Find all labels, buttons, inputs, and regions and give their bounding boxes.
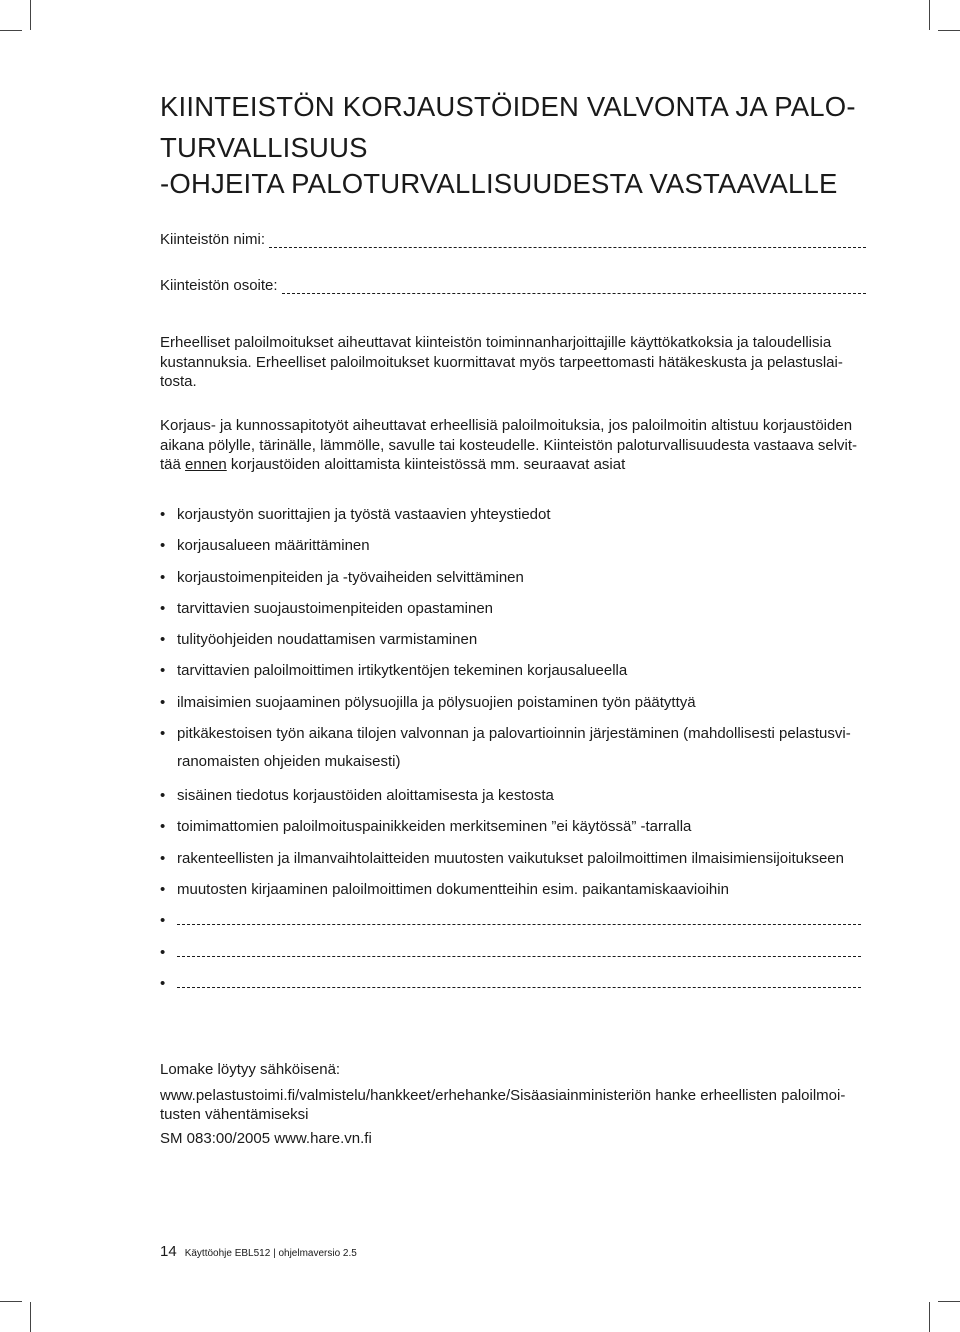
- manual-version: Käyttöohje EBL512 | ohjelmaversio 2.5: [184, 1248, 357, 1259]
- checklist-item: [160, 879, 870, 910]
- checklist-item: [160, 816, 870, 847]
- checklist-text: pitkäkestoisen työn aikana tilojen valvonnan ja palovartioinnin järjestäminen (mahdollisesti pelastusvi-: [177, 725, 851, 743]
- bullet-icon: •: [160, 631, 166, 649]
- crop-mark: [30, 1302, 31, 1332]
- bullet-icon: •: [160, 693, 166, 711]
- bullet-icon: •: [160, 725, 166, 743]
- checklist-text: korjaustyön suorittajien ja työstä vastaavien yhteystiedot: [177, 506, 551, 523]
- property-name-field[interactable]: [160, 226, 866, 248]
- blank-entry-line[interactable]: [177, 910, 861, 925]
- bullet-icon: •: [160, 599, 166, 617]
- property-address-line[interactable]: [282, 281, 866, 294]
- bullet-icon: •: [160, 943, 166, 961]
- crop-mark: [938, 30, 960, 31]
- bullet-icon: •: [160, 506, 166, 523]
- checklist-text: sisäinen tiedotus korjaustöiden aloittamisesta ja kestosta: [177, 787, 554, 805]
- checklist-item: [160, 629, 870, 660]
- bullet-icon: •: [160, 568, 166, 586]
- repair-line: Korjaus- ja kunnossapitotyöt aiheuttavat erheellisiä paloilmoituksia, jos paloilmoitin altistuu korjaustöiden: [160, 417, 853, 434]
- online-form-url-continued[interactable]: tusten vähentämiseksi: [160, 1106, 309, 1123]
- blank-entry-line[interactable]: [177, 973, 861, 988]
- bullet-icon: •: [160, 818, 166, 836]
- bullet-icon: •: [160, 787, 166, 805]
- checklist-item: [160, 723, 870, 785]
- title-line: KIINTEISTÖN KORJAUSTÖIDEN VALVONTA JA PALO-: [160, 91, 856, 122]
- checklist-item: [160, 692, 870, 723]
- blank-entry-line[interactable]: [177, 942, 861, 957]
- page-footer: [160, 1243, 357, 1260]
- repair-paragraph: [160, 416, 860, 475]
- checklist-text-continued: ranomaisten ohjeiden mukaisesti): [177, 753, 401, 771]
- checklist-blank-item[interactable]: [160, 942, 870, 973]
- reference-line: SM 083:00/2005 www.hare.vn.fi: [160, 1129, 372, 1147]
- bullet-icon: •: [160, 912, 166, 930]
- checklist-item: [160, 504, 870, 535]
- checklist-text: toimimattomien paloilmoituspainikkeiden merkitseminen ”ei käytössä” -tarralla: [177, 818, 692, 836]
- checklist: [160, 504, 870, 1004]
- intro-line: kustannuksia. Erheelliset paloilmoitukset kuormittavat myös tarpeettomasti hätäkeskusta ja pelastuslai-: [160, 353, 843, 371]
- checklist-text: tulityöohjeiden noudattamisen varmistaminen: [177, 631, 478, 649]
- title-line: TURVALLISUUS: [160, 132, 368, 163]
- checklist-blank-item[interactable]: [160, 973, 870, 1004]
- bullet-icon: •: [160, 537, 166, 555]
- checklist-text: rakenteellisten ja ilmanvaihtolaitteiden muutosten vaikutukset paloilmoittimen ilmaisimiensijoitukseen: [177, 849, 844, 867]
- checklist-text: tarvittavien paloilmoittimen irtikytkentöjen tekeminen korjausalueella: [177, 662, 628, 680]
- page-title: [160, 86, 880, 168]
- repair-line: aikana pölylle, tärinälle, lämmölle, savulle tai kosteudelle. Kiinteistön paloturvallisuudesta vastaava selvit-: [160, 436, 858, 454]
- repair-line-post: korjaustöiden aloittamista kiinteistössä mm. seuraavat asiat: [226, 456, 626, 473]
- checklist-item: [160, 535, 870, 566]
- checklist-item: [160, 567, 870, 598]
- checklist-item: [160, 785, 870, 816]
- checklist-text: korjausalueen määrittäminen: [177, 537, 370, 555]
- repair-line-pre: tää: [160, 456, 186, 473]
- checklist-item: [160, 598, 870, 629]
- crop-mark: [0, 30, 22, 31]
- online-form-url[interactable]: www.pelastustoimi.fi/valmistelu/hankkeet/erhehanke/Sisäasiainministeriön hanke erheellisten paloilmoi-: [160, 1086, 846, 1104]
- intro-line: tosta.: [160, 373, 197, 390]
- property-name-line[interactable]: [269, 235, 866, 248]
- intro-line: Erheelliset paloilmoitukset aiheuttavat kiinteistön toiminnanharjoittajille käyttökatkoksia ja taloudellisia: [160, 334, 832, 351]
- crop-mark: [929, 0, 930, 30]
- repair-line: [160, 455, 860, 475]
- page-subtitle: -OHJEITA PALOTURVALLISUUDESTA VASTAAVALLE: [160, 168, 838, 199]
- crop-mark: [0, 1301, 22, 1302]
- property-address-field[interactable]: [160, 272, 866, 294]
- bullet-icon: •: [160, 974, 166, 992]
- crop-mark: [929, 1302, 930, 1332]
- bullet-icon: •: [160, 849, 166, 867]
- bullet-icon: •: [160, 662, 166, 680]
- crop-mark: [938, 1301, 960, 1302]
- property-address-label: Kiinteistön osoite:: [160, 277, 278, 294]
- checklist-text: ilmaisimien suojaaminen pölysuojilla ja pölysuojien poistaminen työn päätyttyä: [177, 693, 696, 711]
- crop-mark: [30, 0, 31, 30]
- online-form-label: Lomake löytyy sähköisenä:: [160, 1061, 341, 1078]
- checklist-item: [160, 660, 870, 691]
- checklist-blank-item[interactable]: [160, 910, 870, 941]
- bullet-icon: •: [160, 880, 166, 898]
- emphasis-before: ennen: [185, 456, 227, 473]
- online-form-note: [160, 1060, 860, 1148]
- page-number: 14: [160, 1243, 177, 1260]
- intro-paragraph: [160, 333, 860, 392]
- property-name-label: Kiinteistön nimi:: [160, 231, 266, 248]
- checklist-text: korjaustoimenpiteiden ja -työvaiheiden selvittäminen: [177, 568, 524, 586]
- checklist-text: tarvittavien suojaustoimenpiteiden opastaminen: [177, 599, 494, 617]
- checklist-item: [160, 848, 870, 879]
- checklist-text: muutosten kirjaaminen paloilmoittimen dokumentteihin esim. paikantamiskaavioihin: [177, 880, 729, 898]
